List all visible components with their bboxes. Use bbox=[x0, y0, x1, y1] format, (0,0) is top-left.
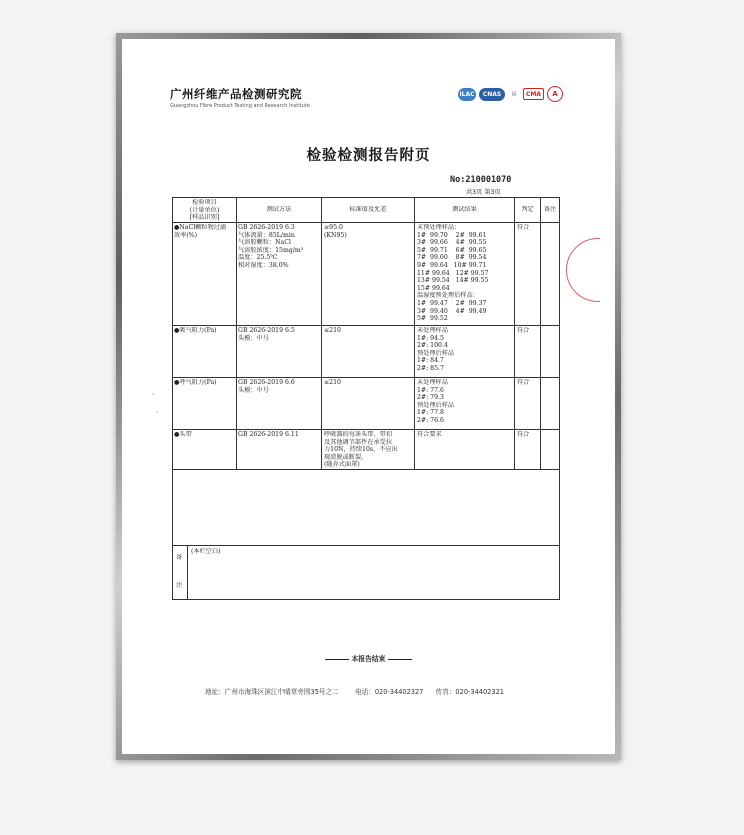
table-row-judge: 符合 bbox=[517, 431, 530, 438]
ilac-mra-logo: ILAC bbox=[458, 88, 476, 101]
header-standard: 标准值及允差 bbox=[349, 206, 387, 213]
table-row-item: ●呼气阻力(Pa) bbox=[174, 379, 217, 386]
header-result: 测试结果 bbox=[452, 206, 477, 213]
notes-label-top: 备 bbox=[176, 554, 183, 561]
table-row-result: 未处理样品 1#: 77.6 2#: 79.3 预处理后样品 1#: 77.8 2#: 76.6 bbox=[417, 379, 455, 424]
header-method: 测试方法 bbox=[266, 206, 292, 213]
rule-right bbox=[388, 659, 412, 660]
speck-mark: · bbox=[156, 408, 159, 417]
org-name-en: Guangzhou Fibre Product Testing and Research Institute bbox=[170, 103, 310, 109]
table-row-result: 未预处理样品： 1# 99.70 2# 99.61 3# 99.66 4# 99.55 5# 99.71 6# 99.65 7# 99.60 8# 99.54 9# 99.64 10# 99.71 11# 99.64 12# 99.57 13# 99.54 14# 99.55 15# 99.64 温湿度预处理后样品： 1# 99.47 2# 99.37 3# 99.40 4# 99.49 5# 99.52 bbox=[417, 224, 489, 323]
table-row-method: GB 2626-2019 6.5 头模：中号 bbox=[238, 327, 295, 342]
table-row-method: GB 2626-2019 6.3 气体流量：85L/min 气溶胶颗粒：NaCl 气溶胶浓度：15mg/m³ 温度：25.5℃ 相对湿度：38.0% bbox=[238, 224, 304, 269]
cnas-logo: CNAS bbox=[479, 88, 505, 101]
table-row-result: 符合要求 bbox=[417, 431, 442, 438]
report-number: No:210001070 bbox=[450, 175, 512, 185]
table-row-judge: 符合 bbox=[517, 224, 530, 231]
table-row-item: ●头带 bbox=[174, 431, 192, 438]
speck-mark: · bbox=[152, 390, 155, 399]
report-header bbox=[170, 86, 310, 109]
table-row-standard: ≤210 bbox=[324, 379, 341, 386]
address-line: 地址：广州市海珠区滨江中晴草旁围35号之二 电话：020-34402327 传真：020-34402321 bbox=[205, 688, 504, 696]
accreditation-mark-icon: ▤ bbox=[511, 90, 517, 97]
table-row-standard: 呼吸器的每条头带、带扣 及其他调节部件在承受拉 力10N，持续10s，不应出 现滑脱或断裂。 (随弃式面罩) bbox=[324, 431, 398, 469]
table-row-judge: 符合 bbox=[517, 379, 530, 386]
accreditation-logos bbox=[458, 86, 563, 102]
seal-logo: A bbox=[547, 86, 563, 102]
table-row-item: ●吸气阻力(Pa) bbox=[174, 327, 217, 334]
rule-left bbox=[325, 659, 349, 660]
notes-label-bottom: 注 bbox=[176, 582, 183, 589]
report-end-line bbox=[122, 653, 615, 663]
results-table bbox=[172, 197, 560, 600]
cma-logo: CMA bbox=[523, 88, 544, 100]
page-info: 共3页 第3页 bbox=[466, 189, 501, 196]
red-seal-stamp bbox=[566, 236, 600, 302]
notes-text: (本栏空白) bbox=[191, 548, 221, 555]
header-judge: 判定 bbox=[521, 206, 534, 213]
report-end-text: 本报告结束 bbox=[351, 655, 386, 663]
table-row-item: ●NaCl颗粒物过滤 效率(%) bbox=[174, 224, 227, 239]
table-row-standard: ≤210 bbox=[324, 327, 341, 334]
report-title: 检验检测报告附页 bbox=[306, 147, 431, 164]
header-item: 检验项目 (计量单位) [样品识别] bbox=[189, 199, 220, 222]
table-row-standard: ≥95.0 (KN95) bbox=[324, 224, 347, 239]
org-name: 广州纤维产品检测研究院 bbox=[170, 87, 302, 101]
table-row-judge: 符合 bbox=[517, 327, 530, 334]
table-row-method: GB 2626-2019 6.11 bbox=[238, 431, 299, 438]
table-row-result: 未处理样品 1#: 94.5 2#: 100.4 预处理后样品 1#: 84.7 2#: 85.7 bbox=[417, 327, 455, 372]
header-remark: 备注 bbox=[543, 206, 557, 213]
table-row-method: GB 2626-2019 6.6 头模：中号 bbox=[238, 379, 295, 394]
